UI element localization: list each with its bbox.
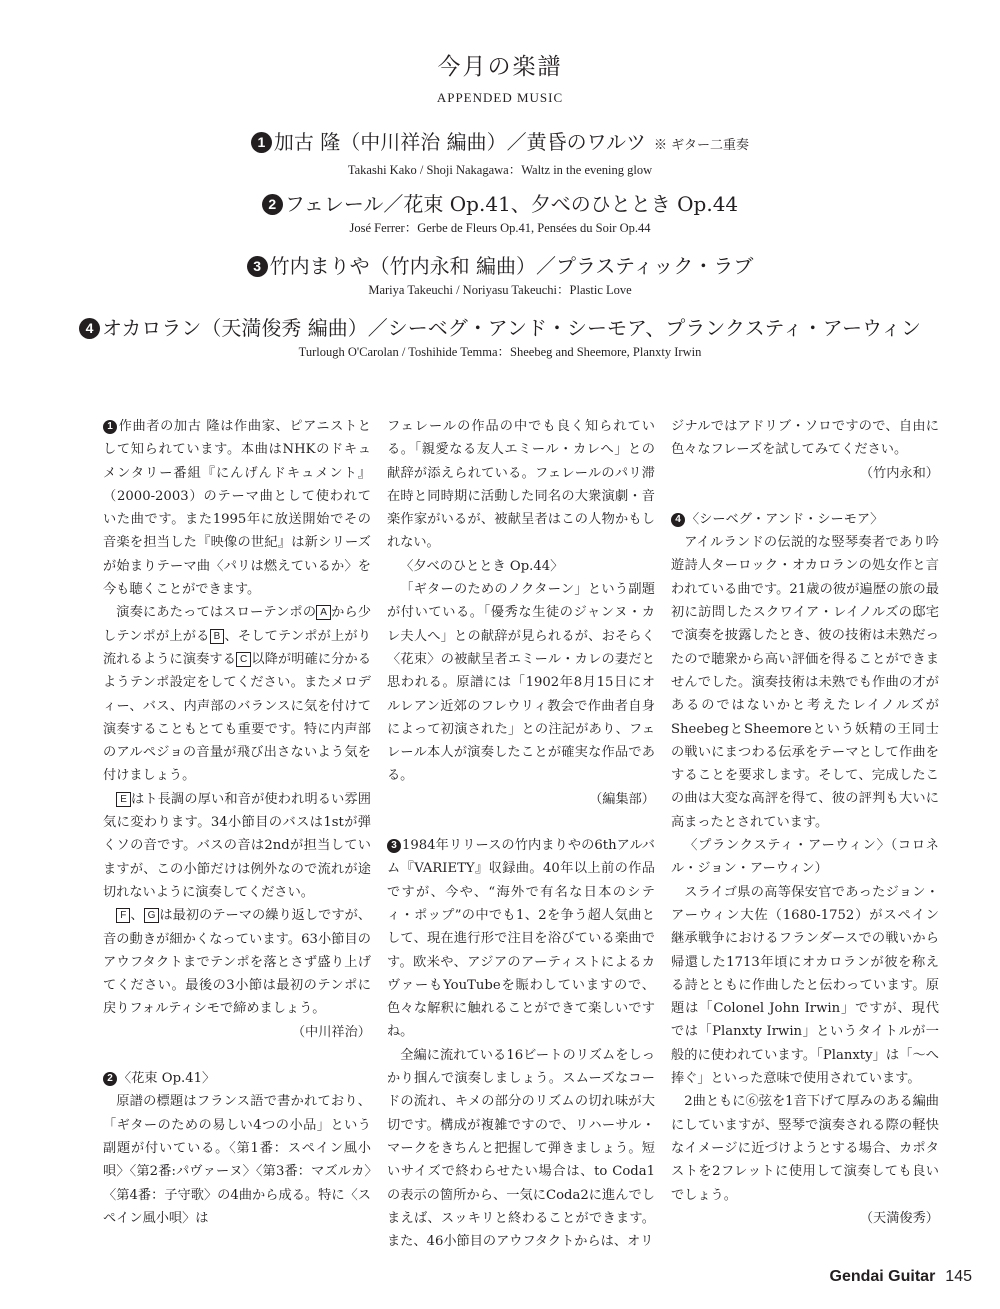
section-heading [671,508,939,531]
paragraph-text: 、そしてテンポが上がり流れるように演奏する [103,628,371,667]
author-signature: （中川祥治） [291,1024,371,1040]
rehearsal-mark-e: E [116,792,131,807]
rehearsal-mark-g: G [144,908,160,923]
paragraph [103,788,371,904]
music-entry-2 [0,190,1000,237]
paragraph-text: 1984年リリースの竹内まりやの6thアルバム『VARIETY』収録曲。40年以上前の作品ですが、今や、“海外で有名な日本のシティ・ポップ”の中でも1、2を争う超人気曲として、現在進行形で注目を浴びている楽曲です。欧米や、アジアのアーティストによるカヴァーもYouTubeを賑わしていますので、色々な解釈に触れることができて楽しいですね。 [387,838,655,1040]
section-heading: 〈夕べのひととき Op.44〉 [400,558,564,574]
entry-title-text: フェレール／花束 Op.41、夕べのひととき Op.44 [284,192,739,216]
author-signature: （天満俊秀） [859,1210,939,1226]
paragraph: 全編に流れている16ビートのリズムをしっかり掴んで演奏しましょう。スムーズなコードの流れ、キメの部分のリズムの切れ味が大切です。構成が複雑ですので、リハーサル・マークをきちんと把握して弾きましょう。短いサイズで終わらせたい場合は、to Coda1の表示の箇所から、一気にCoda2に進んでしまえば、スッキリと終わることができます。また、46小節目のアウフタクトからは、オリ [387,1047,655,1250]
page-number: 145 [945,1268,972,1285]
paragraph [103,415,371,601]
paragraph-text: から少しテンポが上がる [103,605,372,644]
paragraph: アイルランドの伝説的な竪琴奏者であり吟遊詩人ターロック・オカロランの処女作と言われている曲です。21歳の彼が遍歴の旅の最初に訪問したスクワイア・レイノルズの邸宅で演奏を披露したとき、彼の技術は未熟だったので聴衆から高い評価を得ることができませんでした。演奏技術は未熟でも作曲の才があるのではないかと考えたレイノルズがSheebegとSheemoreという妖精の王同士の戦いにまつわる伝承をテーマとして作曲をすることを要求します。そして、完成したこの曲は大変な高評を得て、彼の評判も大いに高まったとされています。 [671,535,939,830]
paragraph [103,904,371,1020]
rehearsal-mark-f: F [116,908,130,923]
paragraph: スライゴ県の高等保安官であったジョン・アーウィン大佐（1680-1752）がスペイン継承戦争におけるフランダースでの戦いから帰還した1713年頃にオカロランが彼を称える詩とともに作曲したと伝わっています。原題は「Colonel John Irwin」ですが、現代では「Planxty Irwin」というタイトルが一般的に使われています。「Planxty」は「〜へ捧ぐ」といった意味で使用されています。 [671,884,939,1087]
page-title: 今月の楽譜 [437,54,563,80]
heading-text: 〈花束 Op.41〉 [118,1071,216,1087]
heading-text: 〈シーベグ・アンド・シーモア〉 [686,511,884,527]
separator: 、 [130,908,144,924]
entry-title-text: 加古 隆（中川祥治 編曲）／黄昏のワルツ [273,130,647,154]
entry-subtitle: Turlough O'Carolan / Toshihide Temma：Sheebeg and Sheemore, Planxty Irwin [298,345,702,359]
rehearsal-mark-a: A [316,605,331,620]
page-subtitle: APPENDED MUSIC [436,90,564,105]
number-badge-icon: 1 [103,420,117,434]
number-badge-icon: 1 [251,132,272,153]
entry-subtitle: Takashi Kako / Shoji Nakagawa：Waltz in the evening glow [347,163,653,177]
paragraph: 「ギターのためのノクターン」という副題が付いている。「優秀な生徒のジャンヌ・カレ夫人へ」との献辞が見られるが、おそらく〈花束〉の被献呈者エミール・カレの妻だと思われる。原譜には「1902年8月15日にオルレアン近郊のフレウリィ教会で作曲者自身によって初演された」との注記があり、フェレール本人が演奏したことが確実な作品である。 [387,582,655,784]
entry-note: ※ ギター二重奏 [654,138,750,153]
page-footer [830,1268,973,1286]
paragraph-text: 作曲者の加古 隆は作曲家、ピアニストとして知られています。本曲はNHKのドキュメンタリー番組『にんげんドキュメント』（2000-2003）のテーマ曲として使われていた曲です。また1995年に放送開始でその音楽を担当した『映像の世紀』は新シリーズが始まりテーマ曲〈パリは燃えているか〉を今も聴くことができます。 [103,419,371,598]
rehearsal-mark-b: B [210,629,225,644]
entry-title [0,190,1000,218]
entry-subtitle: Mariya Takeuchi / Noriyasu Takeuchi：Plastic Love [368,283,632,297]
section-heading [103,1067,371,1090]
entry-title [0,128,1000,160]
paragraph [103,601,371,787]
music-entry-4 [0,314,1000,361]
author-signature: （竹内永和） [859,465,939,481]
section-heading: 〈プランクスティ・アーウィン〉（コロネル・ジョン・アーウィン） [671,838,939,877]
entry-title [0,252,1000,280]
paragraph: フェレールの作品の中でも良く知られている。「親愛なる友人エミール・カレへ」との献辞が添えられている。フェレールのパリ滞在時と同時期に活動した同名の大衆演劇・音楽作家がいるが、被献呈者はこの人物かもしれない。 [387,419,655,551]
paragraph-text: 演奏にあたってはスローテンポの [116,605,317,621]
paragraph [387,834,655,1044]
number-badge-icon: 4 [79,318,100,339]
paragraph-text: はト長調の厚い和音が使われ明るい雰囲気に変わります。34小節目のバスは1stが弾くソの音です。バスの音は2ndが担当していますが、この小節だけは例外なので流れが途切れないように演奏してください。 [103,791,371,900]
entry-title [0,314,1000,342]
text-column-3 [671,415,939,1230]
paragraph-text: 以降が明確に分かるようテンポ設定をしてください。またメロディー、バス、内声部のバランスに気を付けて演奏することもとても重要です。特に内声部のアルペジョの音量が飛び出さないよう気を付けましょう。 [103,651,372,784]
magazine-name: Gendai Guitar [829,1268,936,1285]
text-column-1 [103,415,371,1230]
text-column-2 [387,415,655,1253]
entry-title-text: 竹内まりや（竹内永和 編曲）／プラスティック・ラブ [269,254,754,278]
paragraph-text: は最初のテーマの繰り返しですが、音の動きが細かくなっています。63小節目のアウフタクトまでテンポを落とさず盛り上げてください。最後の3小節は最初のテンポに戻りフォルティシモで締めましょう。 [103,908,372,1017]
page-header [0,52,1000,106]
number-badge-icon: 2 [103,1072,117,1086]
number-badge-icon: 4 [671,513,685,527]
paragraph: 2曲ともに⑥弦を1音下げて厚みのある編曲にしていますが、竪琴で演奏される際の軽快なイメージに近づけようとする場合、カポタストを2フレットに使用して演奏しても良いでしょう。 [671,1094,939,1203]
music-entry-3 [0,252,1000,299]
number-badge-icon: 3 [247,256,268,277]
number-badge-icon: 3 [387,839,401,853]
paragraph: ジナルではアドリブ・ソロですので、自由に色々なフレーズを試してみてください。 [671,419,939,458]
number-badge-icon: 2 [262,194,283,215]
paragraph: 原譜の標題はフランス語で書かれており、「ギターのための易しい4つの小品」という副題が付いている。〈第1番：スペイン風小唄〉〈第2番:パヴァーヌ〉〈第3番：マズルカ〉〈第4番：子守歌〉の4曲から成る。特に〈スペイン風小唄〉は [103,1094,371,1226]
rehearsal-mark-c: C [236,652,251,667]
author-signature: （編集部） [589,791,655,807]
music-entry-1 [0,128,1000,179]
entry-subtitle: José Ferrer：Gerbe de Fleurs Op.41, Pensées du Soir Op.44 [349,221,651,235]
entry-title-text: オカロラン（天満俊秀 編曲）／シーベグ・アンド・シーモア、プランクスティ・アーウィン [102,316,921,340]
